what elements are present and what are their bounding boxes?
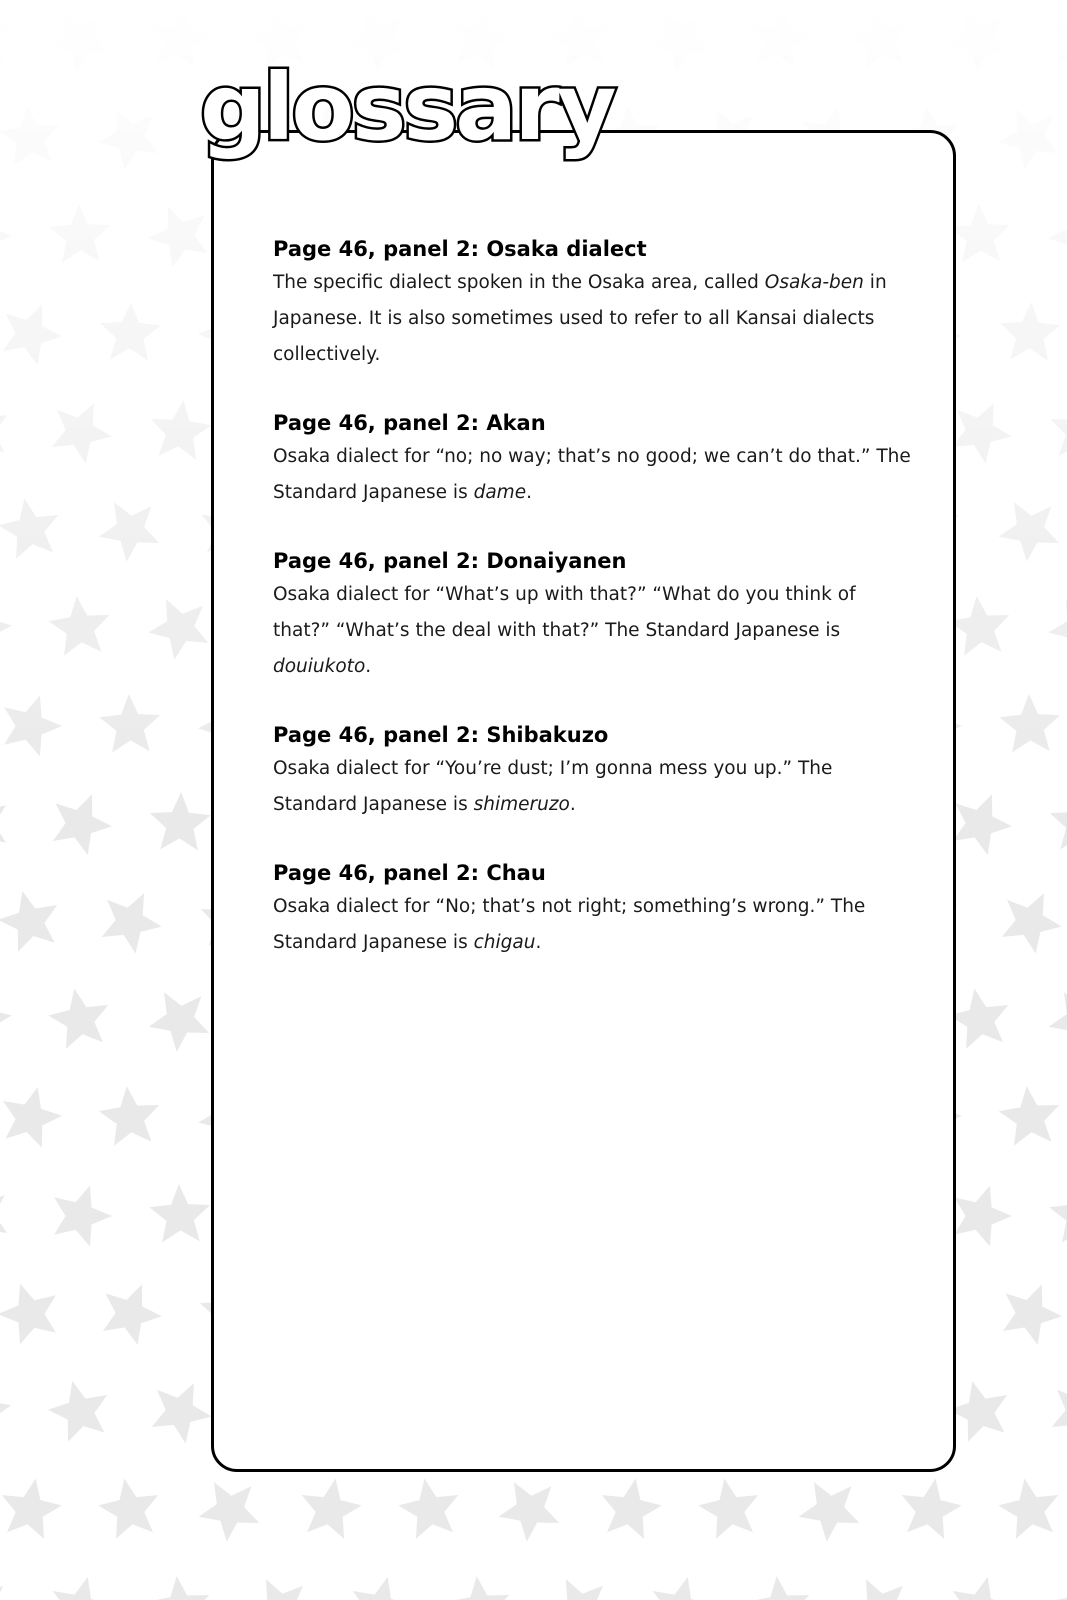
- background-star-icon: [1049, 992, 1067, 1052]
- glossary-entry: [273, 857, 913, 961]
- background-star-icon: [954, 1186, 1012, 1247]
- background-star-icon: [353, 1577, 412, 1600]
- background-star-icon: [149, 1576, 210, 1600]
- background-star-icon: [0, 1186, 7, 1247]
- background-star-icon: [149, 992, 210, 1052]
- glossary-entry: [273, 545, 913, 685]
- background-star-icon: [302, 1479, 362, 1539]
- background-star-icon: [102, 893, 162, 953]
- definition-italic-term: chigau: [473, 932, 536, 953]
- background-star-icon: [1049, 1184, 1067, 1243]
- definition-text-end: .: [365, 656, 372, 677]
- background-star-icon: [48, 1381, 107, 1442]
- background-star-icon: [0, 989, 12, 1049]
- glossary-entry: [273, 407, 913, 511]
- background-star-icon: [98, 1479, 158, 1539]
- definition-text: The specific dialect spoken in the Osaka area, called: [273, 272, 765, 293]
- definition-text-end: in Japanese. It is also sometimes used to refer to all Kansai dialects collectively.: [273, 272, 887, 365]
- definition-italic-term: shimeruzo: [473, 794, 570, 815]
- background-star-icon: [698, 1479, 758, 1539]
- definition-text-end: .: [526, 482, 532, 503]
- background-star-icon: [602, 1479, 662, 1539]
- entry-term: Page 46, panel 2: Osaka dialect: [273, 237, 647, 261]
- definition-text-end: .: [535, 932, 542, 953]
- background-star-icon: [0, 1579, 8, 1600]
- entry-definition: [273, 751, 913, 823]
- background-star-icon: [1052, 1383, 1067, 1443]
- background-star-icon: [149, 1184, 210, 1243]
- background-star-icon: [0, 891, 57, 952]
- background-star-icon: [0, 1380, 11, 1440]
- entry-definition: [273, 439, 913, 511]
- background-star-icon: [48, 989, 108, 1049]
- background-star-icon: [998, 1479, 1058, 1539]
- entry-definition: [273, 577, 913, 685]
- background-star-icon: [1003, 1284, 1062, 1345]
- entry-term: Page 46, panel 2: Donaiyanen: [273, 549, 627, 573]
- page-title: glossary: [200, 54, 614, 161]
- background-star-icon: [2, 1479, 62, 1539]
- background-star-icon: [653, 1577, 712, 1600]
- glossary-entry-list: [273, 233, 913, 995]
- background-star-icon: [499, 1482, 560, 1542]
- glossary-entry: [273, 233, 913, 373]
- background-star-icon: [1002, 893, 1062, 953]
- background-star-icon: [548, 1579, 608, 1600]
- background-star-icon: [398, 1479, 458, 1539]
- background-star-icon: [902, 1479, 962, 1539]
- background-star-icon: [848, 1579, 908, 1600]
- background-star-icon: [449, 1576, 510, 1600]
- background-star-icon: [248, 1579, 308, 1600]
- entry-definition: [273, 889, 913, 961]
- background-star-icon: [953, 1577, 1012, 1600]
- background-star-icon: [3, 1087, 62, 1148]
- definition-text: Osaka dialect for “You’re dust; I’m gonna mess you up.” The Standard Japanese is: [273, 758, 833, 815]
- background-star-icon: [54, 1186, 112, 1247]
- background-star-icon: [1049, 1576, 1067, 1600]
- definition-text: Osaka dialect for “No; that’s not right; something’s wrong.” The Standard Japanese is: [273, 896, 866, 953]
- definition-text: Osaka dialect for “no; no way; that’s no good; we can’t do that.” The Standard Japanese is: [273, 446, 911, 503]
- entry-term: Page 46, panel 2: Shibakuzo: [273, 723, 609, 747]
- background-star-icon: [749, 1576, 810, 1600]
- definition-italic-term: dame: [473, 482, 527, 503]
- entry-definition: [273, 265, 913, 373]
- glossary-entry: [273, 719, 913, 823]
- background-star-icon: [103, 1284, 162, 1345]
- background-star-icon: [799, 1482, 860, 1542]
- entry-term: Page 46, panel 2: Akan: [273, 411, 546, 435]
- background-star-icon: [999, 1086, 1059, 1146]
- background-star-icon: [948, 989, 1008, 1049]
- definition-italic-term: Osaka-ben: [764, 272, 864, 293]
- background-star-icon: [99, 1086, 160, 1146]
- background-star-icon: [199, 1482, 260, 1542]
- background-star-icon: [0, 1284, 56, 1345]
- definition-text-end: .: [569, 794, 576, 815]
- background-star-icon: [152, 1383, 212, 1443]
- definition-text: Osaka dialect for “What’s up with that?” “What do you think of that?” “What’s the deal with that?” The Standard Japanese is: [273, 584, 856, 641]
- background-star-icon: [53, 1577, 112, 1600]
- background-star-icon: [948, 1381, 1007, 1442]
- entry-term: Page 46, panel 2: Chau: [273, 861, 546, 885]
- definition-italic-term: douiukoto: [273, 656, 366, 677]
